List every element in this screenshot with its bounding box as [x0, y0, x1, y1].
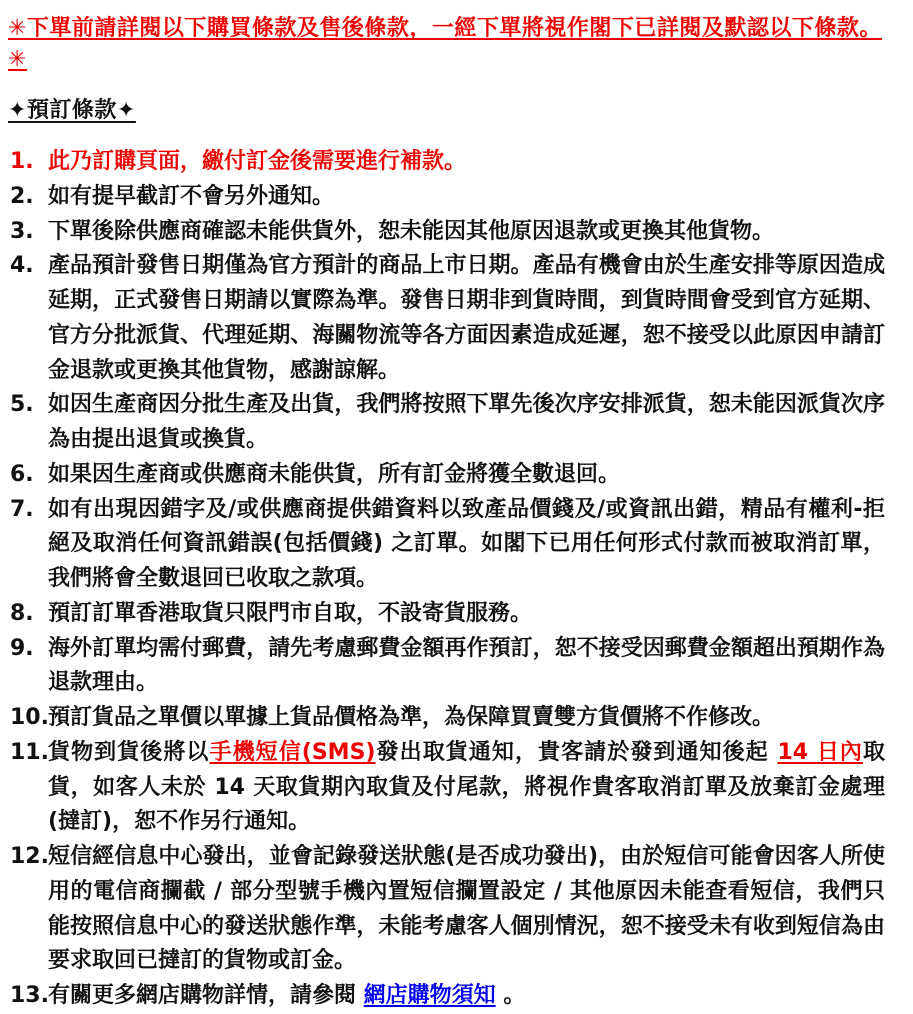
section-heading-wrap [8, 97, 885, 126]
term-item-2 [8, 180, 885, 215]
text-segment: 預訂貨品之單價以單據上貨品價格為準，為保障買賣雙方貨價將不作修改。 [48, 705, 775, 731]
term-number: 5. [10, 392, 34, 418]
term-number: 13. [10, 983, 49, 1009]
section-heading-preorder-terms: ✦預訂條款✦ [8, 97, 136, 123]
term-number: 10. [10, 705, 49, 731]
term-item-7 [8, 493, 885, 597]
text-segment: 。 [495, 983, 526, 1009]
term-item-1 [8, 145, 885, 180]
text-segment: 有關更多網店購物詳情，請參閱 [48, 983, 364, 1009]
term-number: 1. [10, 149, 34, 175]
term-item-8 [8, 597, 885, 632]
term-text [48, 705, 774, 730]
text-segment: 此乃訂購頁面，繳付訂金後需要進行補款。 [48, 149, 467, 175]
term-text [48, 149, 466, 174]
term-text [48, 219, 774, 244]
text-segment: 下單後除供應商確認未能供貨外，恕未能因其他原因退款或更換其他貨物。 [48, 218, 775, 244]
page-title: ✳下單前請詳閱以下購買條款及售後條款，一經下單將視作閣下已詳閱及默認以下條款。✳ [8, 16, 882, 72]
text-segment: 預訂訂單香港取貨只限門市自取，不設寄貨服務。 [48, 600, 533, 626]
term-text [48, 601, 532, 626]
text-segment: 如有出現因錯字及/或供應商提供錯資料以致產品價錢及/或資訊出錯，精品有權利-拒絕及取消任何資訊錯誤(包括價錢) 之訂單。如閣下已用任何形式付款而被取消訂單，我們將會全數退回已收取之款項。 [48, 496, 885, 592]
term-number: 12. [10, 844, 49, 870]
term-item-10 [8, 701, 885, 736]
sms-pickup-notice-emphasis: 手機短信(SMS) [209, 739, 376, 765]
text-segment: 如果因生產商或供應商未能供貨，所有訂金將獲全數退回。 [48, 461, 621, 487]
text-segment: 產品預計發售日期僅為官方預計的商品上市日期。產品有機會由於生產安排等原因造成延期，正式發售日期請以實際為準。發售日期非到貨時間，到貨時間會受到官方延期、官方分批派貨、代理延期、海關物流等各方面因素造成延遲，恕不接受以此原因申請訂金退款或更換其他貨物，感謝諒解。 [48, 253, 885, 383]
term-text [48, 636, 885, 696]
term-text [48, 462, 620, 487]
term-number: 9. [10, 635, 34, 661]
term-text [48, 497, 885, 592]
term-item-5 [8, 388, 885, 458]
text-segment: 海外訂單均需付郵費，請先考慮郵費金額再作預訂，恕不接受因郵費金額超出預期作為退款理由。 [48, 635, 885, 696]
term-item-9 [8, 632, 885, 702]
term-number: 6. [10, 461, 34, 487]
text-segment: 取貨，如客人未於 14 天取貨期內取貨及付尾款，將視作貴客取消訂單及放棄訂金處理(撻訂)，恕不作另行通知。 [48, 739, 885, 835]
term-item-11 [8, 736, 885, 840]
pickup-deadline-emphasis: 14 日內 [777, 739, 863, 765]
term-number: 11. [10, 739, 49, 765]
term-item-13 [8, 979, 885, 1014]
text-segment: 如有提早截訂不會另外通知。 [48, 183, 335, 209]
term-item-12 [8, 840, 885, 979]
term-text [48, 392, 885, 452]
term-number: 4. [10, 253, 34, 279]
term-text [48, 844, 885, 973]
text-segment: 短信經信息中心發出，並會記錄發送狀態(是否成功發出)，由於短信可能會因客人所使用的電信商攔截 / 部分型號手機內置短信攔置設定 / 其他原因未能查看短信，我們只能按照信息中心的發送狀態作準，未能考慮客人個別情況，恕不接受未有收到短信為由要求取回已撻訂的貨物或訂金。 [48, 844, 885, 974]
text-segment: 發出取貨通知，貴客請於發到通知後起 [375, 739, 778, 765]
term-item-3 [8, 215, 885, 250]
terms-list [8, 145, 885, 1014]
text-segment: 如因生產商因分批生產及出貨，我們將按照下單先後次序安排派貨，恕未能因派貨次序為由提出退貨或換貨。 [48, 392, 885, 453]
term-text [48, 184, 334, 209]
term-number: 8. [10, 600, 34, 626]
term-text [48, 983, 525, 1008]
term-number: 7. [10, 496, 34, 522]
term-item-4 [8, 249, 885, 388]
store-shopping-notice-link[interactable]: 網店購物須知 [363, 983, 496, 1009]
term-number: 2. [10, 183, 34, 209]
term-text [48, 740, 885, 835]
text-segment: 貨物到貨後將以 [48, 739, 210, 765]
term-number: 3. [10, 218, 34, 244]
term-text [48, 253, 885, 382]
term-item-6 [8, 458, 885, 493]
